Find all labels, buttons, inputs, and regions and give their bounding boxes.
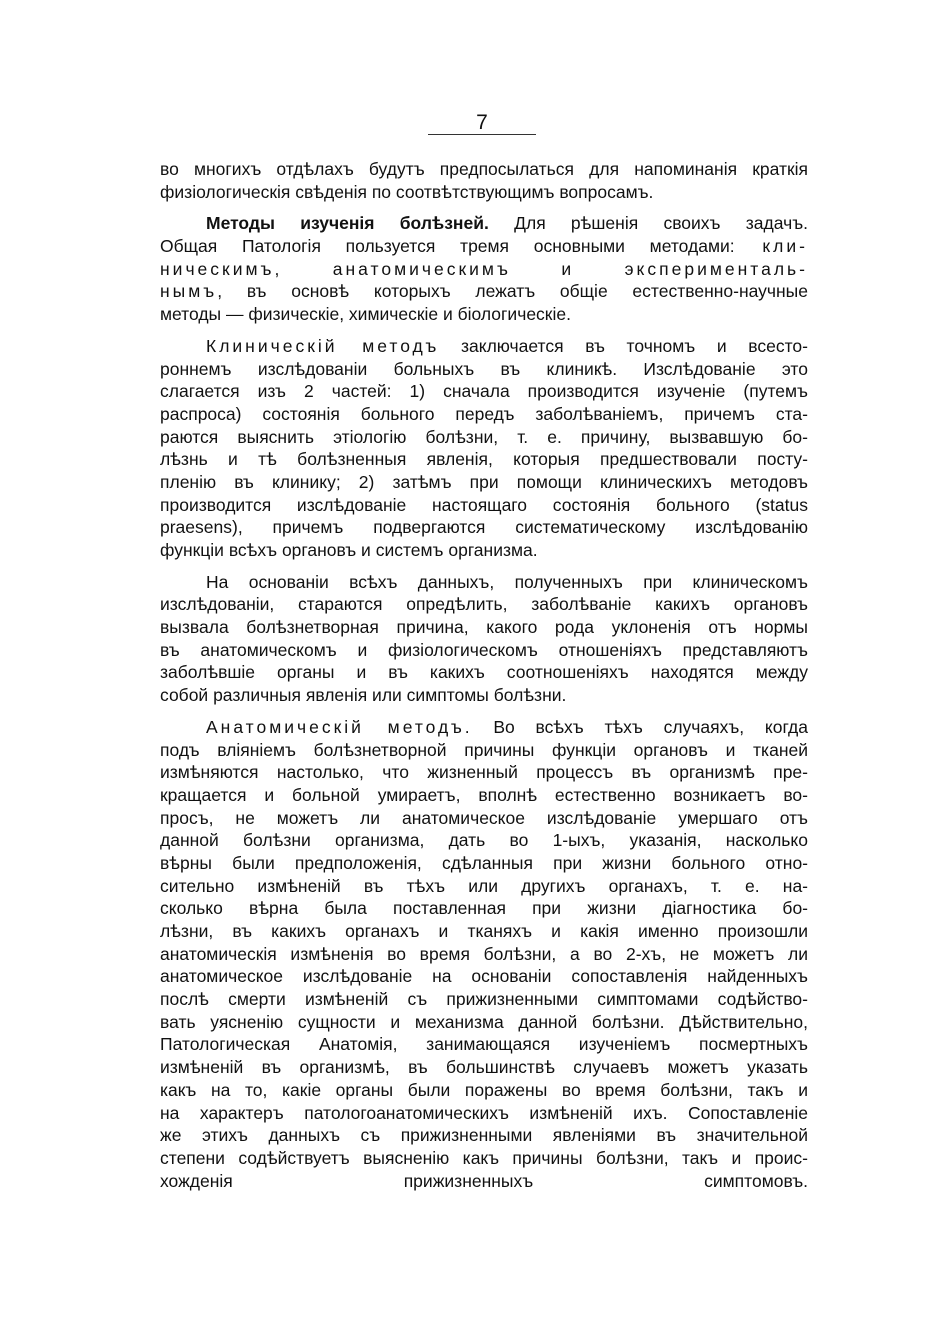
text-line: Патологическая Анатомія, занимающаяся изученіемъ посмертныхъ [160, 1034, 808, 1055]
text-line [160, 335, 808, 358]
text-line: вѣрны были предположенія, сдѣланныя при жизни больного отно- [160, 852, 808, 873]
text-fragment: , въ основѣ которыхъ лежатъ общіе естественно-научные [217, 281, 808, 302]
text-line: данной болѣзни организма, дать во 1-ыхъ, указанія, насколько [160, 830, 808, 851]
text-line: заболѣвшіе органы и въ какихъ соотношеніяхъ находятся между [160, 662, 808, 683]
text-line: лѣзни, въ какихъ органахъ и тканяхъ и какія именно произошли [160, 921, 808, 941]
text-line: степени содѣйствуетъ выясненію какъ причины болѣзни, такъ и проис- [160, 1147, 808, 1168]
page-number: 7 [476, 111, 488, 134]
text-line: ническимъ, анатомическимъ и эксперименталь- [160, 258, 808, 279]
text-line: сколько вѣрна была поставленная при жизни діагностика бо- [160, 898, 808, 919]
spaced-term: нымъ [160, 281, 218, 302]
text-line [160, 716, 808, 739]
spaced-term: Клиническій методъ [206, 335, 440, 356]
text-line: сительно измѣненій въ тѣхъ или другихъ органахъ, т. е. на- [160, 875, 808, 896]
section-heading-methods: Методы изученія болѣзней. [206, 213, 489, 234]
page-number-rule [428, 134, 536, 135]
paragraph-5 [160, 716, 808, 1215]
text-line [160, 235, 808, 258]
paragraph-2 [160, 212, 808, 325]
text-line: На основаніи всѣхъ данныхъ, полученныхъ при клиническомъ [206, 571, 808, 592]
text-line: анатомическое изслѣдованіе на основаніи сопоставленія найденныхъ [160, 966, 808, 987]
text-line: же этихъ данныхъ съ прижизненными явленіями въ значительной [160, 1125, 808, 1146]
spaced-term: кли- [734, 236, 808, 257]
text-fragment: Во всѣхъ тѣхъ случаяхъ, когда [472, 716, 808, 737]
text-line [160, 280, 808, 303]
text-line: раются выяснить этіологію болѣзни, т. е. причину, вызвавшую бо- [160, 426, 808, 447]
text-line: физіологическія свѣденія по соотвѣтствующимъ вопросамъ. [160, 181, 654, 202]
text-fragment: Для рѣшенія своихъ задачъ. [488, 213, 808, 234]
text-body [160, 158, 808, 1215]
text-fragment: заключается въ точномъ и всесто- [439, 335, 808, 356]
paragraph-1 [160, 158, 808, 203]
text-line: роннемъ изслѣдованіи больныхъ въ клиникѣ. Изслѣдованіе это [160, 358, 808, 379]
text-line: распроса) состоянія больного передъ заболѣваніемъ, причемъ ста- [160, 403, 808, 424]
text-line: собой различныя явленія или симптомы болѣзни. [160, 685, 567, 706]
text-line: вать уясненію сущности и механизма данной болѣзни. Дѣйствительно, [160, 1011, 808, 1032]
text-line [160, 1192, 808, 1215]
text-line: слагается изъ 2 частей: 1) сначала производится изученіе (путемъ [160, 381, 808, 402]
text-line: изслѣдованіи, стараются опредѣлить, заболѣваніе какихъ органовъ [160, 594, 808, 615]
text-line: послѣ смерти измѣненій съ прижизненными симптомами содѣйство- [160, 989, 808, 1010]
text-fragment: Общая Патологія пользуется тремя основными методами: [160, 236, 735, 257]
text-line: подъ вліяніемъ болѣзнетворной причины функціи органовъ и тканей [160, 739, 808, 760]
text-line: анатомическія измѣненія во время болѣзни, а во 2-хъ, не можетъ ли [160, 943, 808, 964]
spaced-term: Анатомическій методъ. [206, 716, 473, 737]
text-line: пленію въ клинику; 2) затѣмъ при помощи клиническихъ методовъ [160, 471, 808, 492]
text-line: вызвала болѣзнетворная причина, какого рода уклоненія отъ нормы [160, 617, 808, 638]
text-line: просъ, не можетъ ли анатомическое изслѣдованіе умершаго отъ [160, 807, 808, 828]
text-line: функціи всѣхъ органовъ и системъ организма. [160, 540, 538, 560]
text-line: во многихъ отдѣлахъ будутъ предпосылаться для напоминанія краткія [160, 159, 808, 179]
text-line: измѣняются настолько, что жизненный процессъ въ организмѣ пре- [160, 762, 808, 783]
paragraph-4 [160, 571, 808, 707]
text-line: кращается и больной умираетъ, вполнѣ естественно возникаетъ во- [160, 784, 808, 805]
text-line: методы — физическіе, химическіе и біологическіе. [160, 304, 571, 325]
text-line [160, 212, 808, 235]
paragraph-3 [160, 335, 808, 562]
text-line: измѣненій въ организмѣ, въ большинствѣ случаевъ можетъ указать [160, 1057, 808, 1078]
text-line: лѣзнь и тѣ болѣзненныя явленія, которыя предшествовали посту- [160, 449, 808, 470]
text-line: производится изслѣдованіе настоящаго состоянія больного (status [160, 494, 808, 515]
text-line: хожденія прижизненныхъ симптомовъ. [160, 1170, 808, 1191]
text-line: praesens), причемъ подвергаются систематическому изслѣдованію [160, 517, 808, 538]
text-line: на характеръ патологоанатомическихъ измѣненій ихъ. Сопоставленіе [160, 1102, 808, 1123]
text-line: какъ на то, какіе органы были поражены во время болѣзни, такъ и [160, 1079, 808, 1100]
text-line: въ анатомическомъ и физіологическомъ отношеніяхъ представляютъ [160, 639, 808, 660]
